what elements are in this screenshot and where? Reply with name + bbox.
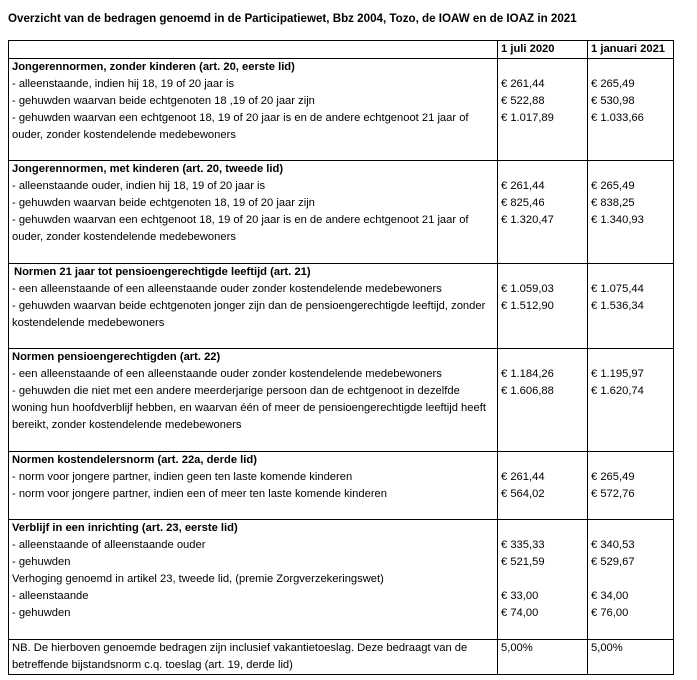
section-values-2020 — [498, 263, 588, 349]
value-2020: € 261,44 — [501, 180, 545, 193]
value-2020: € 33,00 — [501, 589, 539, 602]
value-2021: € 1.195,97 — [591, 368, 644, 381]
row-text: Verhoging genoemd in artikel 23, tweede lid, (premie Zorgverzekeringswet) — [12, 573, 384, 586]
value-2021: € 838,25 — [591, 197, 635, 210]
note-text-cell — [9, 639, 498, 674]
row-text: - gehuwden die niet met een andere meerderjarige persoon dan de echtgenoot in dezelfde woning hun hoofdverblijf hebben, en waarvan één of meer de pensioengerechtigde leeftijd heeft bereikt, zonder kostendelende medebewoners — [12, 385, 486, 431]
value-2020: € 261,44 — [501, 470, 545, 483]
row-text: - norm voor jongere partner, indien geen ten laste komende kinderen — [12, 470, 353, 483]
row-text: - alleenstaande — [12, 590, 89, 603]
value-2020: € 1.059,03 — [501, 282, 554, 295]
table-section-normen-pensioengerechtigden — [9, 349, 674, 451]
row-text: - gehuwden waarvan beide echtgenoten 18, 19 of 20 jaar zijn — [12, 197, 315, 210]
value-2021: € 1.340,93 — [591, 214, 644, 227]
section-values-2021 — [588, 451, 674, 520]
section-header: Normen pensioengerechtigden (art. 22) — [12, 351, 221, 364]
value-2020: € 261,44 — [501, 77, 545, 90]
table-section-kostendelersnorm — [9, 451, 674, 520]
value-2021: € 265,49 — [591, 470, 635, 483]
value-2021: 5,00% — [591, 641, 623, 654]
section-header: Verblijf in een inrichting (art. 23, eerste lid) — [12, 522, 238, 535]
section-values-2021 — [588, 520, 674, 639]
row-text: - gehuwden waarvan beide echtgenoten jonger zijn dan de pensioengerechtigde leeftijd, zonder kostendelende medebewoners — [12, 299, 486, 329]
page-title: Overzicht van de bedragen genoemd in de Participatiewet, Bbz 2004, Tozo, de IOAW en de IOAZ in 2021 — [8, 12, 577, 25]
row-text: - gehuwden — [12, 606, 71, 619]
row-text: - alleenstaande, indien hij 18, 19 of 20 jaar is — [12, 77, 235, 90]
section-description-cell — [9, 520, 498, 639]
section-description-cell — [9, 161, 498, 263]
table-section-normen-21-jaar — [9, 263, 674, 349]
section-header: Jongerennormen, zonder kinderen (art. 20, eerste lid) — [12, 61, 295, 73]
section-values-2020 — [498, 59, 588, 161]
value-2021: € 1.033,66 — [591, 111, 644, 124]
table-header-row — [9, 41, 674, 59]
column-header-january-2021: 1 januari 2021 — [588, 41, 674, 59]
value-2020: € 825,46 — [501, 197, 545, 210]
table-section-jongerennormen-met-kinderen — [9, 161, 674, 263]
amounts-table — [8, 40, 674, 675]
value-2021: € 1.075,44 — [591, 282, 644, 295]
table-section-verblijf-inrichting — [9, 520, 674, 639]
column-header-description — [9, 41, 498, 59]
row-text: - alleenstaande of alleenstaande ouder — [12, 539, 206, 552]
section-header: Normen kostendelersnorm (art. 22a, derde lid) — [12, 453, 257, 466]
note-value-2021 — [588, 639, 674, 674]
value-2020: € 1.606,88 — [501, 385, 554, 398]
row-text: - norm voor jongere partner, indien een of meer ten laste komende kinderen — [12, 487, 387, 500]
row-text: - gehuwden waarvan een echtgenoot 18, 19 of 20 jaar is en de andere echtgenoot 21 jaar of ouder, zonder kostendelende medebewoners — [12, 214, 469, 244]
row-text: - alleenstaande ouder, indien hij 18, 19 of 20 jaar is — [12, 180, 266, 193]
section-description-cell — [9, 451, 498, 520]
value-2021: € 265,49 — [591, 77, 635, 90]
value-2021: € 265,49 — [591, 180, 635, 193]
section-values-2021 — [588, 263, 674, 349]
value-2021: € 34,00 — [591, 589, 629, 602]
row-text: - gehuwden waarvan beide echtgenoten 18 ,19 of 20 jaar zijn — [12, 94, 315, 107]
table-section-jongerennormen-zonder-kinderen — [9, 59, 674, 161]
value-2020: € 74,00 — [501, 606, 539, 619]
section-values-2020 — [498, 520, 588, 639]
row-text: - gehuwden waarvan een echtgenoot 18, 19 of 20 jaar is en de andere echtgenoot 21 jaar of ouder, zonder kostendelende medebewoners — [12, 111, 469, 141]
note-text: NB. De hierboven genoemde bedragen zijn inclusief vakantietoeslag. Deze bedraagt van de betreffende bijstandsnorm c.q. toeslag (art. 19, derde lid) — [12, 641, 468, 671]
value-2020: € 1.184,26 — [501, 368, 554, 381]
table-note-row — [9, 639, 674, 674]
section-values-2020 — [498, 349, 588, 451]
section-header: Normen 21 jaar tot pensioengerechtigde leeftijd (art. 21) — [14, 265, 311, 278]
value-2020: € 1.512,90 — [501, 299, 554, 312]
value-2020: € 521,59 — [501, 556, 545, 569]
row-text: - gehuwden — [12, 556, 71, 569]
section-header: Jongerennormen, met kinderen (art. 20, tweede lid) — [12, 163, 284, 176]
section-description-cell — [9, 263, 498, 349]
section-description-cell — [9, 59, 498, 161]
section-values-2021 — [588, 59, 674, 161]
value-2021: € 1.536,34 — [591, 299, 644, 312]
section-values-2021 — [588, 349, 674, 451]
value-2021: € 1.620,74 — [591, 385, 644, 398]
section-values-2021 — [588, 161, 674, 263]
value-2020: 5,00% — [501, 641, 533, 654]
value-2020: € 1.017,89 — [501, 111, 554, 124]
value-2021: € 340,53 — [591, 539, 635, 552]
column-header-july-2020: 1 juli 2020 — [498, 41, 588, 59]
section-values-2020 — [498, 161, 588, 263]
value-2020: € 1.320,47 — [501, 214, 554, 227]
note-value-2020 — [498, 639, 588, 674]
row-text: - een alleenstaande of een alleenstaande ouder zonder kostendelende medebewoners — [12, 368, 442, 381]
section-description-cell — [9, 349, 498, 451]
section-values-2020 — [498, 451, 588, 520]
value-2021: € 76,00 — [591, 606, 629, 619]
value-2020: € 564,02 — [501, 487, 545, 500]
value-2021: € 530,98 — [591, 94, 635, 107]
value-2020: € 335,33 — [501, 539, 545, 552]
value-2021: € 572,76 — [591, 487, 635, 500]
value-2021: € 529,67 — [591, 556, 635, 569]
row-text: - een alleenstaande of een alleenstaande ouder zonder kostendelende medebewoners — [12, 282, 442, 295]
value-2020: € 522,88 — [501, 94, 545, 107]
